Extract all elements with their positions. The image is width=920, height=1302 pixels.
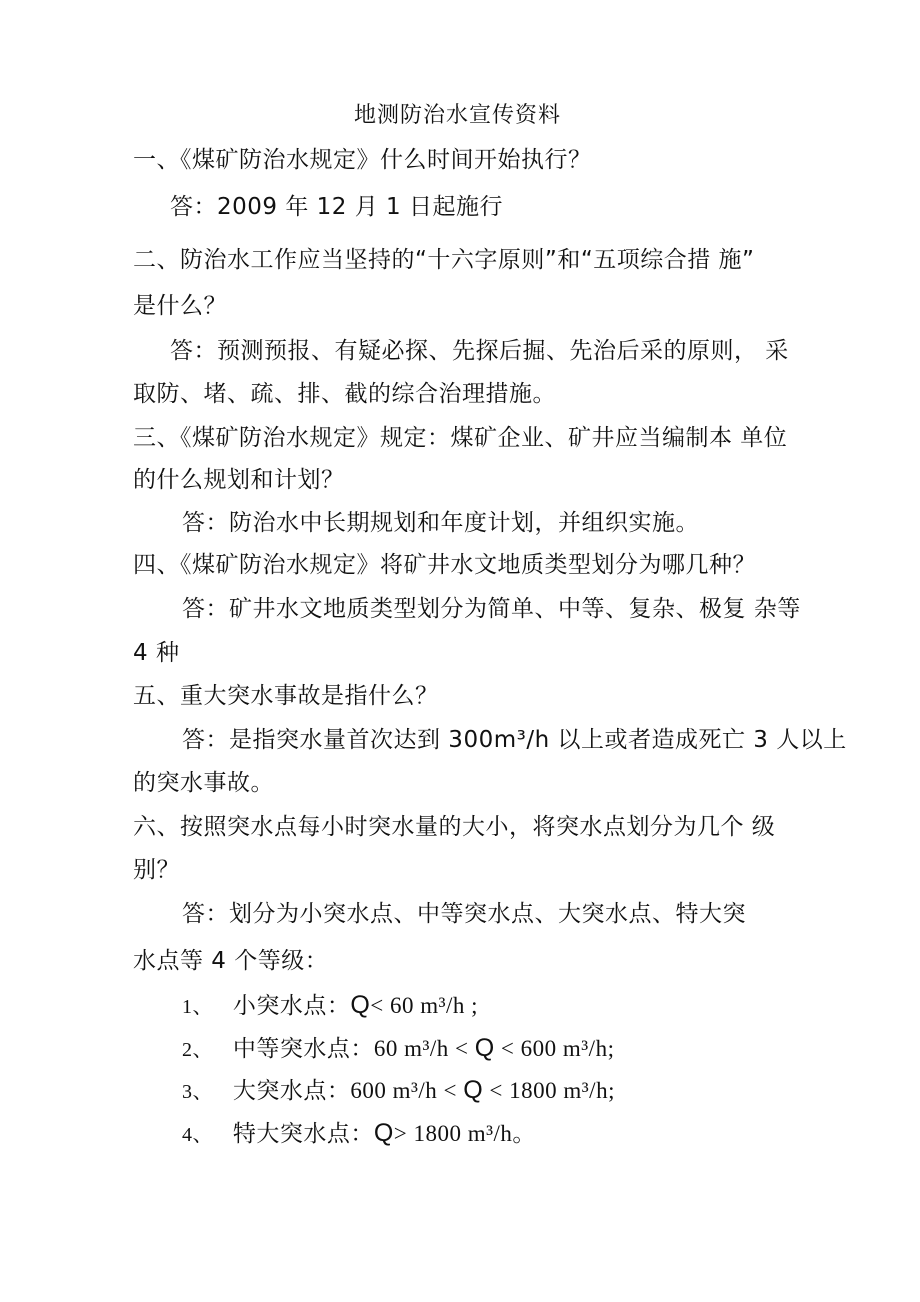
flow-symbol-q: Q	[474, 1034, 495, 1062]
answer-6-line-2: 水点等 4 个等级：	[133, 948, 329, 974]
item-number: 1、	[182, 996, 213, 1018]
item-number: 4、	[182, 1124, 213, 1146]
answer-5-line-2: 的突水事故。	[133, 770, 274, 796]
flow-symbol-q: Q	[350, 991, 371, 1019]
answer-1: 答：2009 年 12 月 1 日起施行	[170, 194, 503, 220]
flow-symbol-q: Q	[463, 1076, 484, 1104]
answer-4-line-1: 答：矿井水文地质类型划分为简单、中等、复杂、极复 杂等	[182, 596, 801, 622]
item-range-post: < 600 m³/h;	[494, 1036, 615, 1061]
item-label: 大突水点：	[232, 1078, 351, 1104]
question-1: 一、《煤矿防治水规定》什么时间开始执行？	[133, 147, 592, 173]
question-3-line-2: 的什么规划和计划？	[133, 467, 345, 493]
level-item-medium	[182, 1033, 614, 1065]
item-number: 2、	[182, 1039, 213, 1061]
level-item-large	[182, 1075, 615, 1107]
item-range-pre: 600 m³/h <	[350, 1078, 464, 1103]
question-2-line-2: 是什么？	[133, 293, 227, 319]
answer-6-line-1: 答：划分为小突水点、中等突水点、大突水点、特大突	[182, 901, 746, 927]
item-number: 3、	[182, 1081, 213, 1103]
question-6-line-2: 别？	[133, 857, 180, 883]
document-title: 地测防治水宣传资料	[354, 103, 562, 128]
question-4: 四、《煤矿防治水规定》将矿井水文地质类型划分为哪几种？	[133, 552, 756, 578]
item-range-post: < 1800 m³/h;	[483, 1078, 615, 1103]
item-label: 小突水点：	[232, 993, 351, 1019]
question-6-line-1: 六、按照突水点每小时突水量的大小，将突水点划分为几个 级	[133, 814, 776, 840]
answer-3: 答：防治水中长期规划和年度计划，并组织实施。	[182, 510, 699, 536]
answer-2-line-1: 答：预测预报、有疑必探、先探后掘、先治后采的原则， 采	[170, 338, 789, 364]
item-range-post: < 60 m³/h ;	[370, 993, 479, 1018]
question-2-line-1: 二、防治水工作应当坚持的“十六字原则”和“五项综合措 施”	[133, 247, 755, 273]
item-range-post: > 1800 m³/h。	[393, 1121, 536, 1146]
item-range-pre: 60 m³/h <	[373, 1036, 475, 1061]
flow-symbol-q: Q	[373, 1119, 394, 1147]
question-5: 五、重大突水事故是指什么？	[133, 683, 439, 709]
answer-4-line-2: 4 种	[133, 640, 180, 666]
answer-5-line-1: 答：是指突水量首次达到 300m³/h 以上或者造成死亡 3 人以上	[182, 727, 847, 753]
item-label: 特大突水点：	[232, 1121, 374, 1147]
answer-2-line-2: 取防、堵、疏、排、截的综合治理措施。	[133, 381, 556, 407]
level-item-extra-large	[182, 1118, 536, 1150]
item-label: 中等突水点：	[232, 1036, 374, 1062]
level-item-small	[182, 990, 478, 1022]
question-3-line-1: 三、《煤矿防治水规定》规定：煤矿企业、矿井应当编制本 单位	[133, 425, 788, 451]
